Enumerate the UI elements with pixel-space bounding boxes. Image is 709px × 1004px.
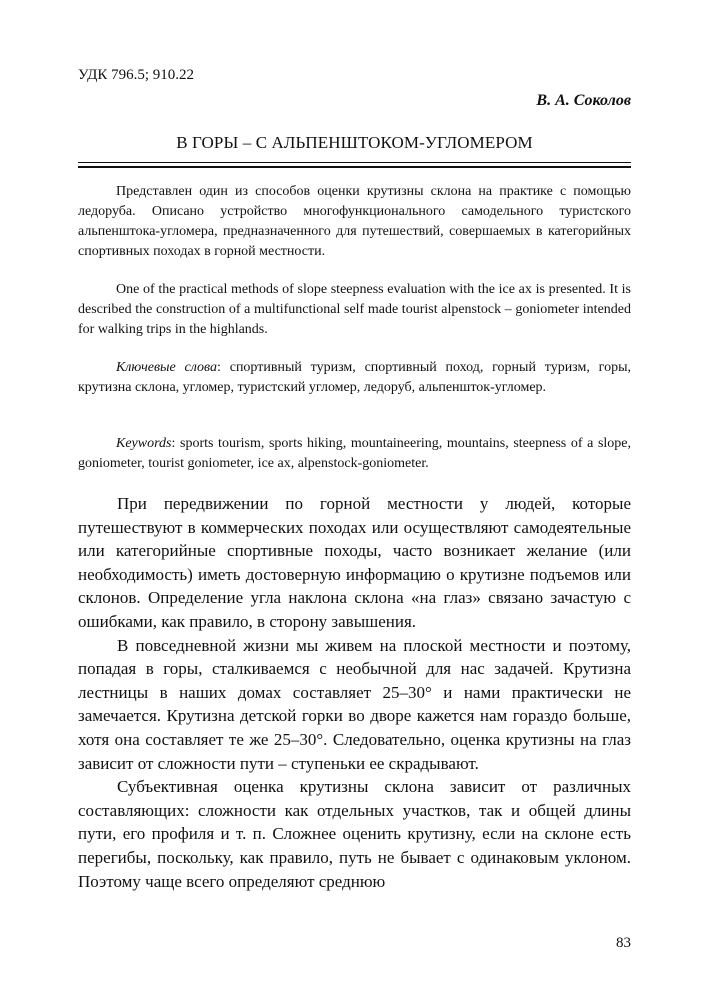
author-name: В. А. Соколов — [536, 92, 631, 109]
page-number: 83 — [616, 935, 631, 951]
title-rule-thick — [78, 166, 631, 168]
udk-code: УДК 796.5; 910.22 — [78, 67, 195, 83]
body-paragraph-2: В повседневной жизни мы живем на плоской местности и поэтому, попадая в горы, сталкиваемся с необычной для нас задачей. Крутизна лестницы в наших домах составляет 25–30° и нами практически не замечается. Крутизна детской горки во дворе кажется нам гораздо больше, хотя она составляет те же 25–30°. Следовательно, оценка крутизны на глаз зависит от сложности пути – ступеньки ее скрадывают. — [78, 635, 631, 773]
abstract-english: One of the practical methods of slope steepness evaluation with the ice ax is presented. It is described the construction of a multifunctional self made tourist alpenstock – goniometer intended for walking trips in the highlands. — [78, 282, 631, 337]
keywords-russian-label: Ключевые слова — [116, 360, 218, 375]
abstract-russian: Представлен один из способов оценки крутизны склона на практике с помощью ледоруба. Описано устройство многофункционального самодельного туристского альпенштока-угломера, предназначенного для путешествий, совершаемых в категорийных спортивных походах в горной местности. — [78, 184, 631, 259]
keywords-english — [78, 434, 631, 474]
title-rule-thin — [78, 162, 631, 163]
article-body — [78, 492, 631, 893]
body-paragraph-3: Субъективная оценка крутизны склона зависит от различных составляющих: сложности как отдельных участков, так и общей длины пути, его профиля и т. п. Сложнее оценить крутизну, если на склоне есть перегибы, поскольку, как правило, путь не бывает с одинаковым уклоном. Поэтому чаще всего определяют среднюю — [78, 777, 631, 891]
body-paragraph-1: При передвижении по горной местности у людей, которые путешествуют в коммерческих походах или осуществляют самодеятельные или категорийные спортивные походы, часто возникает желание (или необходимость) иметь достоверную информацию о крутизне подъемов или склонов. Определение угла наклона склона «на глаз» связано зачастую с ошибками, как правило, в сторону завышения. — [78, 494, 631, 631]
article-title: В ГОРЫ – С АЛЬПЕНШТОКОМ-УГЛОМЕРОМ — [176, 133, 533, 152]
keywords-russian — [78, 358, 631, 398]
journal-page — [78, 0, 631, 1004]
keywords-english-label: Keywords — [116, 436, 172, 451]
keywords-russian-text: : спортивный туризм, спортивный поход, горный туризм, горы, крутизна склона, угломер, туристский угломер, ледоруб, альпеншток-угломер. — [78, 360, 631, 395]
keywords-english-text: : sports tourism, sports hiking, mountaineering, mountains, steepness of a slope, goniometer, tourist goniometer, ice ax, alpenstock-goniometer. — [78, 436, 631, 471]
